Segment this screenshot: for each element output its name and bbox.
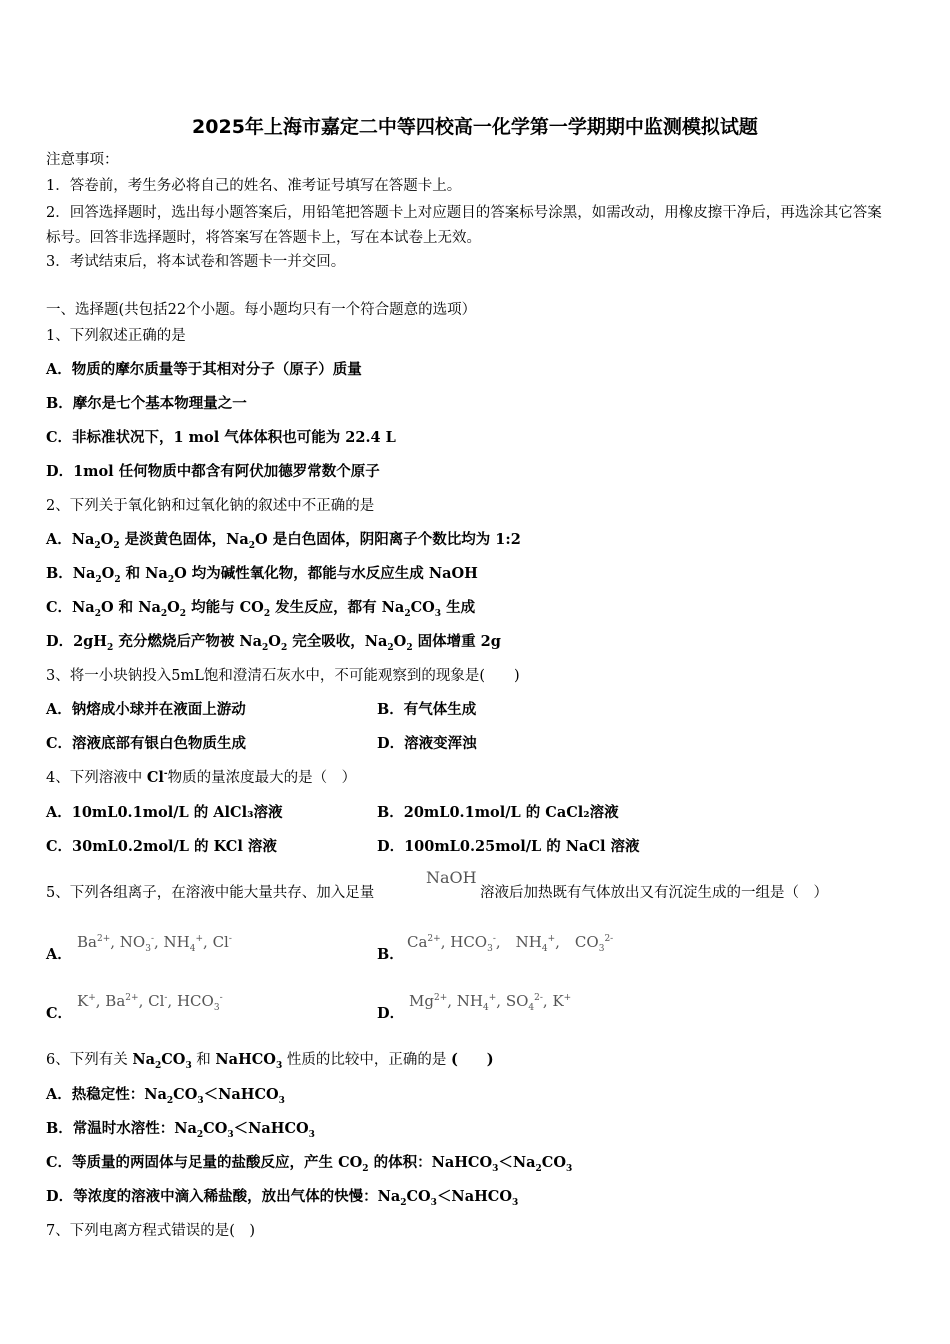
q1-option-c: C．非标准状况下，1 mol 气体体积也可能为 22.4 L — [46, 429, 396, 446]
notice-item-2: 2．回答选择题时，选出每小题答案后，用铅笔把答题卡上对应题目的答案标号涂黑，如需改动，用橡皮擦干净后，再选涂其它答案标号。回答非选择题时，将答案写在答题卡上，写在本试卷上无效。 — [46, 205, 882, 246]
question-2-stem: 2、下列关于氧化钠和过氧化钠的叙述中不正确的是 — [46, 498, 375, 514]
q3-option-a: A．钠熔成小球并在液面上游动 — [46, 701, 246, 718]
notice-heading: 注意事项： — [46, 152, 119, 168]
q5-option-b-ions: $Ca^{2+}$, $HCO_3^-$, $NH_4^+$, $CO_3^{2-}$ — [407, 933, 614, 954]
q5-option-d-ions: $Mg^{2+}$, $NH_4^+$, $SO_4^{2-}$, K+ — [409, 992, 572, 1013]
q1-option-a: A．物质的摩尔质量等于其相对分子（原子）质量 — [46, 361, 362, 378]
q6-option-d: D．等浓度的溶液中滴入稀盐酸，放出气体的快慢：$Na_2CO_3<NaHCO_3$ — [46, 1188, 519, 1208]
q6-option-b: B．常温时水溶性：$Na_2CO_3<NaHCO_3$ — [46, 1120, 315, 1140]
q5-option-c-ions: K+, $Ba^{2+}$, Cl-, $HCO_3^-$ — [77, 992, 223, 1013]
q4-option-b: B．20mL0.1mol/L 的 CaCl₂溶液 — [377, 804, 619, 821]
q5-option-a-ions: $Ba^{2+}$, $NO_3^-$, $NH_4^+$, Cl- — [77, 933, 232, 954]
question-5-stem-pre: 5、下列各组离子，在溶液中能大量共存、加入足量 — [46, 885, 375, 901]
q6-option-c: C．等质量的两固体与足量的盐酸反应，产生 $CO_2$ 的体积：$NaHCO_3<Na_2CO_3$ — [46, 1154, 573, 1174]
q4-option-a: A．10mL0.1mol/L 的 AlCl₃溶液 — [46, 804, 283, 821]
q4-option-d: D．100mL0.25mol/L 的 NaCl 溶液 — [377, 838, 640, 855]
q5-option-b-label: B． — [377, 946, 404, 963]
question-6-stem: 6、下列有关 $Na_2CO_3$ 和 NaHCO$_3$ 性质的比较中，正确的是 ( ) — [46, 1051, 494, 1071]
question-5-stem-post: 溶液后加热既有气体放出又有沉淀生成的一组是（ ） — [480, 885, 828, 901]
q3-option-c: C．溶液底部有银白色物质生成 — [46, 735, 247, 752]
question-3-stem: 3、将一小块钠投入5mL饱和澄清石灰水中，不可能观察到的现象是( ) — [46, 668, 520, 684]
q3-option-b: B．有气体生成 — [377, 701, 477, 718]
notice-item-1: 1．答卷前，考生务必将自己的姓名、准考证号填写在答题卡上。 — [46, 178, 462, 194]
naoh-formula: NaOH — [426, 868, 477, 887]
question-7-stem: 7、下列电离方程式错误的是( ) — [46, 1223, 256, 1239]
q2-option-d: D．$2gH_2$ 充分燃烧后产物被 $Na_2O_2$ 完全吸收，$Na_2O_2$ 固体增重 2g — [46, 633, 501, 653]
q2-option-c: C．$Na_2O$ 和 $Na_2O_2$ 均能与 $CO_2$ 发生反应，都有 $Na_2CO_3$ 生成 — [46, 599, 476, 619]
q5-option-a-label: A． — [46, 946, 72, 963]
q6-option-a: A．热稳定性：$Na_2CO_3<NaHCO_3$ — [46, 1086, 285, 1106]
q5-option-c-label: C． — [46, 1005, 73, 1022]
q1-option-d: D．1mol 任何物质中都含有阿伏加德罗常数个原子 — [46, 463, 380, 480]
question-1-stem: 1、下列叙述正确的是 — [46, 328, 186, 344]
question-4-stem: 4、下列溶液中 Cl-物质的量浓度最大的是（ ） — [46, 769, 357, 786]
q4-option-c: C．30mL0.2mol/L 的 KCl 溶液 — [46, 838, 277, 855]
q2-option-a: A．$Na_2O_2$ 是淡黄色固体，$Na_2O$ 是白色固体，阴阳离子个数比均为 1:2 — [46, 531, 521, 551]
notice-item-3: 3．考试结束后，将本试卷和答题卡一并交回。 — [46, 254, 346, 270]
page-title: 2025年上海市嘉定二中等四校高一化学第一学期期中监测模拟试题 — [192, 116, 758, 138]
section-heading: 一、选择题(共包括22个小题。每小题均只有一个符合题意的选项） — [46, 302, 477, 318]
q2-option-b: B．$Na_2O_2$ 和 $Na_2O$ 均为碱性氧化物，都能与水反应生成 NaOH — [46, 565, 478, 585]
q3-option-d: D．溶液变浑浊 — [377, 735, 477, 752]
q1-option-b: B．摩尔是七个基本物理量之一 — [46, 395, 247, 412]
q5-option-d-label: D． — [377, 1005, 405, 1022]
